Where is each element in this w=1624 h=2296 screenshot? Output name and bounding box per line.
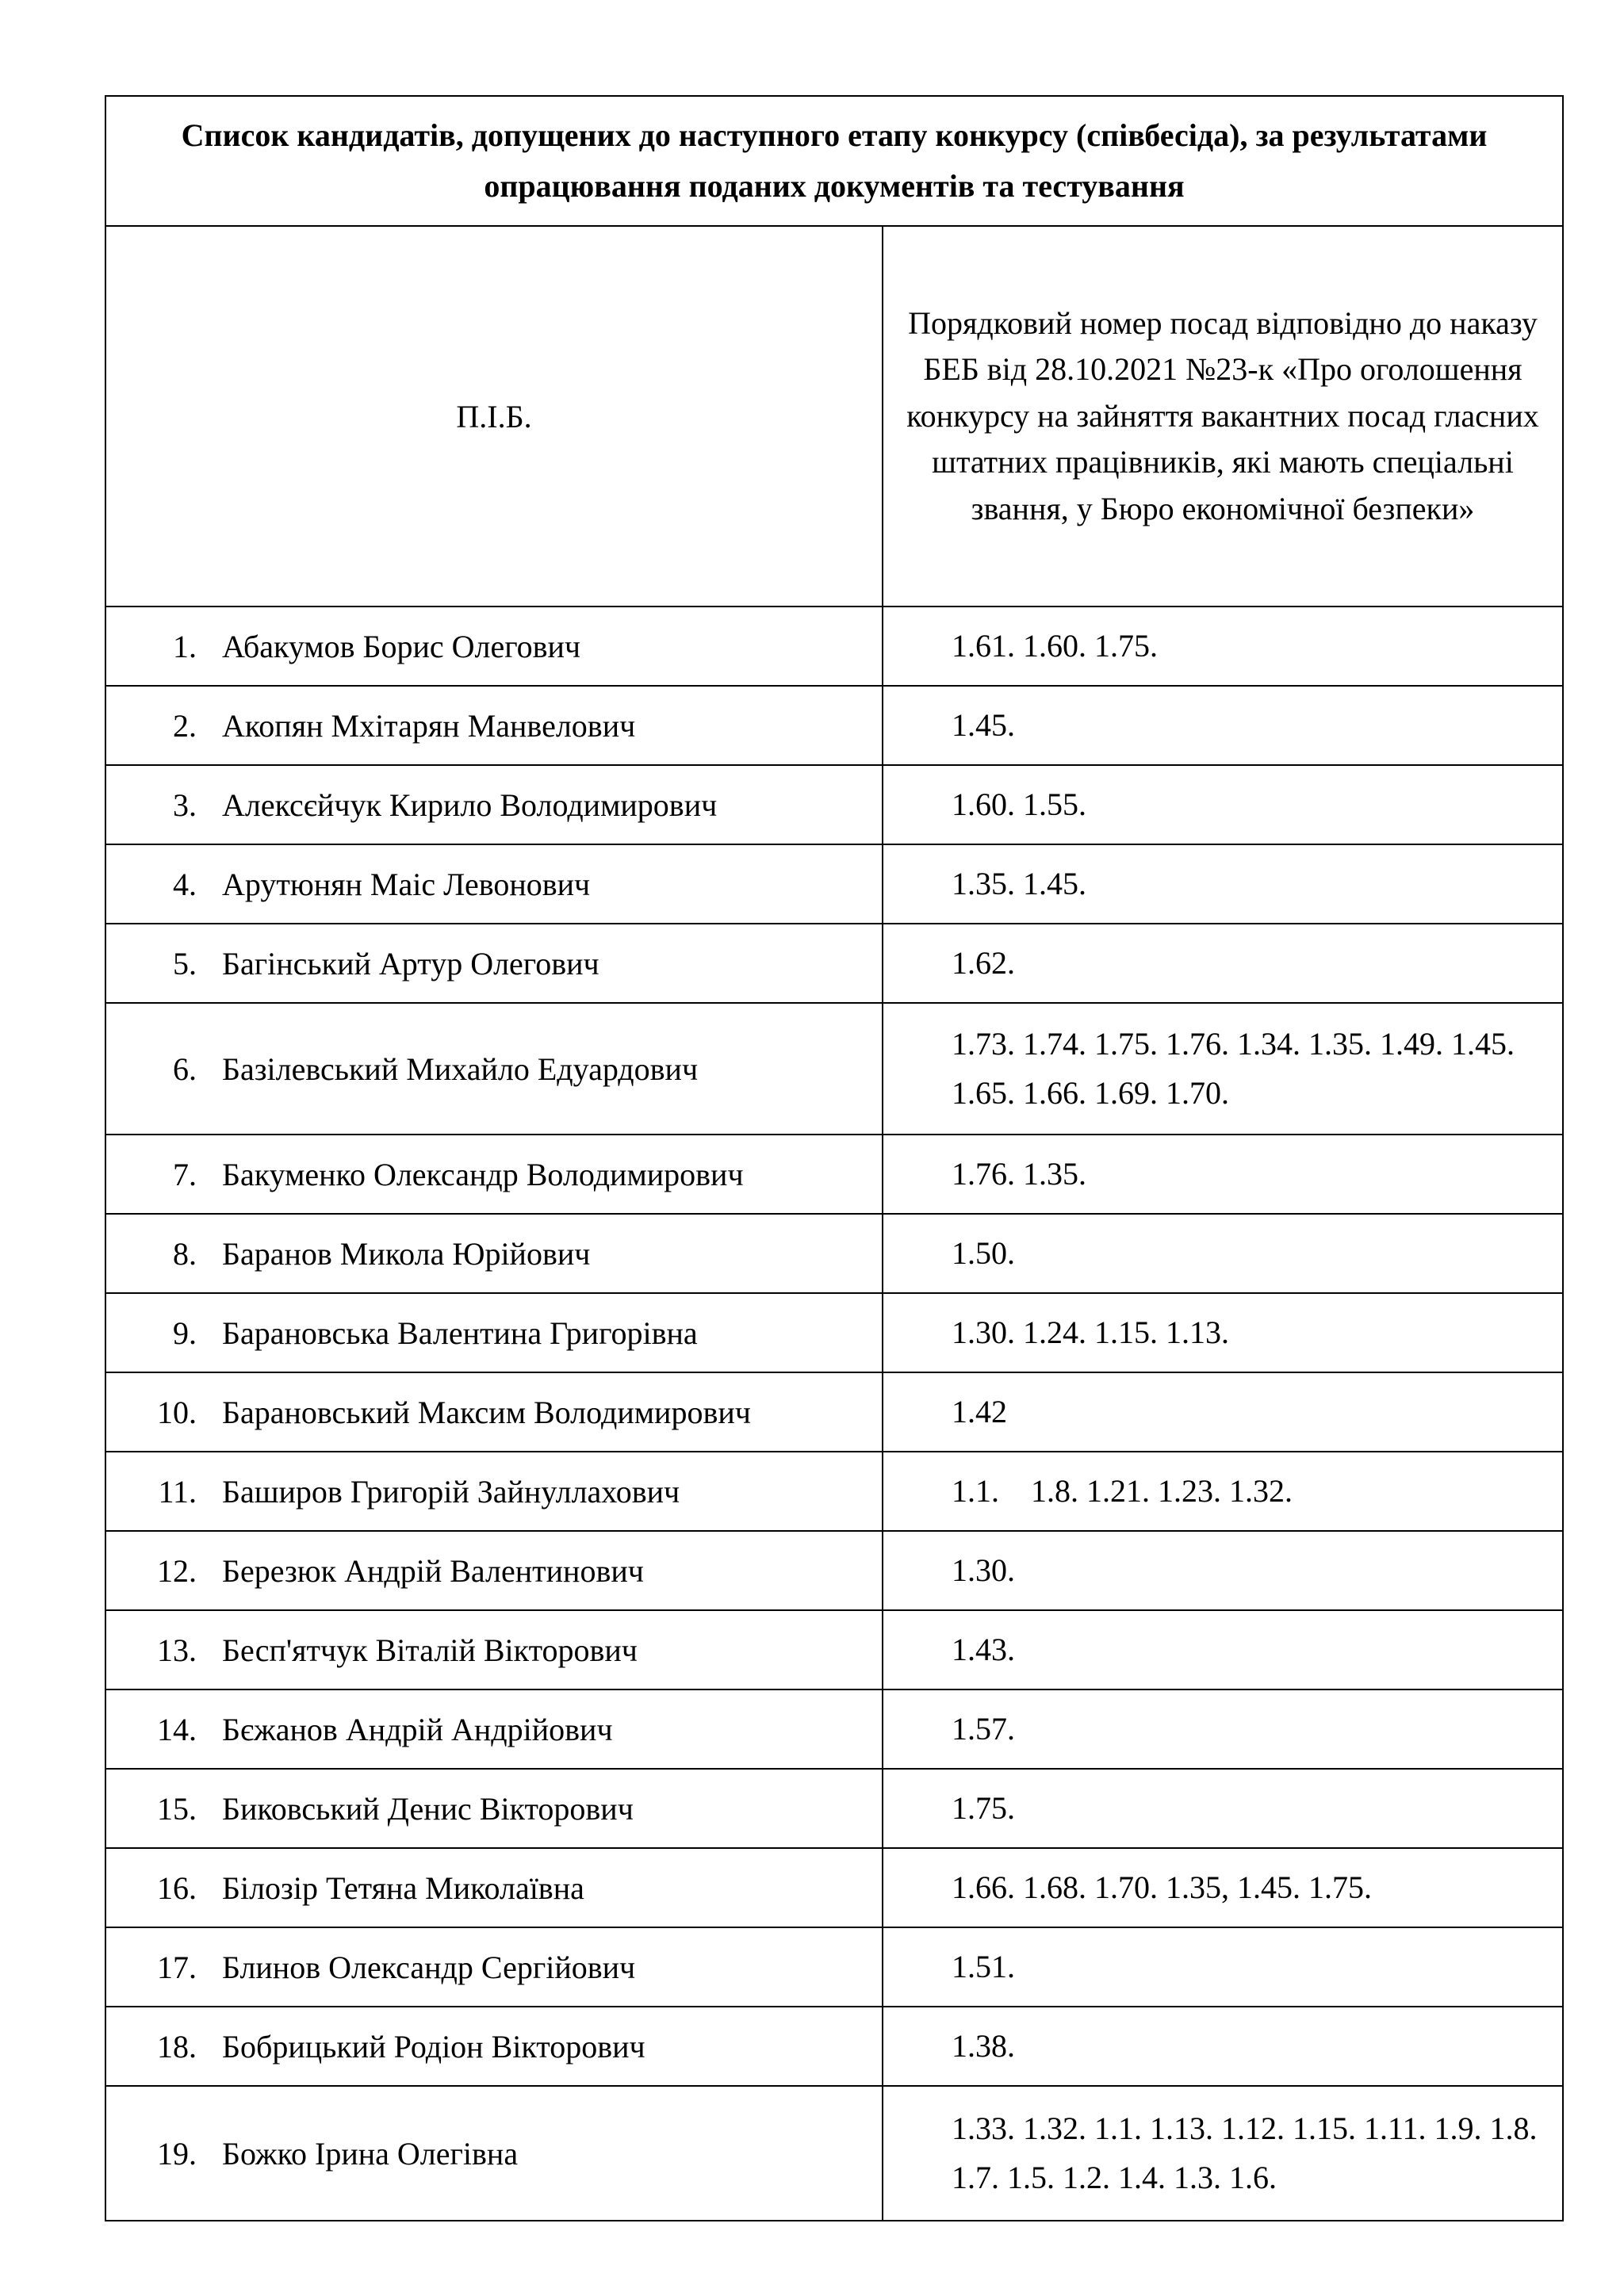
table-row bbox=[105, 1214, 1563, 1293]
position-numbers: 1.76. 1.35. bbox=[883, 1135, 1563, 1214]
table-row bbox=[105, 2086, 1563, 2221]
row-number: 3. bbox=[173, 786, 197, 823]
document-title: Список кандидатів, допущених до наступного етапу конкурсу (співбесіда), за результатами опрацювання поданих документів та тестування bbox=[181, 117, 1488, 204]
table-row bbox=[105, 1927, 1563, 2007]
candidate-name-cell bbox=[105, 1293, 883, 1372]
row-number: 9. bbox=[173, 1314, 197, 1351]
candidate-name-cell bbox=[105, 1689, 883, 1769]
row-number: 13. bbox=[157, 1632, 197, 1668]
row-number: 2. bbox=[173, 707, 197, 744]
candidate-name-cell bbox=[105, 1003, 883, 1135]
title-cell bbox=[105, 96, 1563, 226]
candidate-name: Бєжанов Андрій Андрійович bbox=[222, 1711, 613, 1747]
table-row bbox=[105, 1452, 1563, 1531]
candidate-name-cell bbox=[105, 2007, 883, 2086]
table-row bbox=[105, 1372, 1563, 1452]
candidate-name-cell bbox=[105, 1927, 883, 2007]
candidate-name: Багінський Артур Олегович bbox=[222, 945, 599, 982]
table-row bbox=[105, 1769, 1563, 1848]
candidate-name-cell bbox=[105, 1372, 883, 1452]
row-number: 5. bbox=[173, 945, 197, 982]
row-number: 15. bbox=[157, 1790, 197, 1827]
position-numbers: 1.73. 1.74. 1.75. 1.76. 1.34. 1.35. 1.49. 1.45. 1.65. 1.66. 1.69. 1.70. bbox=[883, 1003, 1563, 1135]
table-row bbox=[105, 1135, 1563, 1214]
row-number: 8. bbox=[173, 1235, 197, 1272]
table-row bbox=[105, 924, 1563, 1003]
row-number: 4. bbox=[173, 866, 197, 902]
candidate-name-cell bbox=[105, 1769, 883, 1848]
row-number: 19. bbox=[157, 2135, 197, 2172]
position-numbers: 1.43. bbox=[883, 1610, 1563, 1689]
candidate-name-cell bbox=[105, 1610, 883, 1689]
position-numbers: 1.75. bbox=[883, 1769, 1563, 1848]
row-number: 18. bbox=[157, 2028, 197, 2064]
candidate-name: Баширов Григорій Зайнуллахович bbox=[222, 1473, 680, 1510]
table-row bbox=[105, 844, 1563, 924]
table-row bbox=[105, 1689, 1563, 1769]
candidate-name-cell bbox=[105, 607, 883, 686]
candidate-name: Алексєйчук Кирило Володимирович bbox=[222, 786, 718, 823]
position-numbers: 1.66. 1.68. 1.70. 1.35, 1.45. 1.75. bbox=[883, 1848, 1563, 1927]
candidate-name-cell bbox=[105, 1214, 883, 1293]
position-numbers: 1.45. bbox=[883, 686, 1563, 765]
position-numbers: 1.30. bbox=[883, 1531, 1563, 1610]
candidate-name: Баранов Микола Юрійович bbox=[222, 1235, 591, 1272]
row-number: 6. bbox=[173, 1050, 197, 1087]
table-row bbox=[105, 607, 1563, 686]
row-number: 16. bbox=[157, 1869, 197, 1906]
candidate-name-cell bbox=[105, 1848, 883, 1927]
position-numbers: 1.33. 1.32. 1.1. 1.13. 1.12. 1.15. 1.11. 1.9. 1.8. 1.7. 1.5. 1.2. 1.4. 1.3. 1.6. bbox=[883, 2086, 1563, 2221]
position-numbers: 1.35. 1.45. bbox=[883, 844, 1563, 924]
candidate-name: Білозір Тетяна Миколаївна bbox=[222, 1869, 584, 1906]
table-row bbox=[105, 2007, 1563, 2086]
position-numbers: 1.50. bbox=[883, 1214, 1563, 1293]
candidate-name: Абакумов Борис Олегович bbox=[222, 628, 581, 664]
position-numbers: 1.51. bbox=[883, 1927, 1563, 2007]
position-numbers: 1.30. 1.24. 1.15. 1.13. bbox=[883, 1293, 1563, 1372]
row-number: 17. bbox=[157, 1949, 197, 1985]
row-number: 7. bbox=[173, 1156, 197, 1192]
table-row bbox=[105, 1531, 1563, 1610]
table-row bbox=[105, 1610, 1563, 1689]
candidate-name: Акопян Мхітарян Манвелович bbox=[222, 707, 636, 744]
table-row bbox=[105, 1003, 1563, 1135]
candidate-name-cell bbox=[105, 924, 883, 1003]
header-row bbox=[105, 226, 1563, 607]
candidate-name-cell bbox=[105, 844, 883, 924]
candidates-table bbox=[105, 95, 1564, 2221]
candidate-name-cell bbox=[105, 1135, 883, 1214]
candidate-name: Блинов Олександр Сергійович bbox=[222, 1949, 636, 1985]
row-number: 1. bbox=[173, 628, 197, 664]
candidate-name-cell bbox=[105, 2086, 883, 2221]
table-row bbox=[105, 1848, 1563, 1927]
table-row bbox=[105, 686, 1563, 765]
position-numbers: 1.42 bbox=[883, 1372, 1563, 1452]
candidate-name-cell bbox=[105, 1452, 883, 1531]
document-page bbox=[105, 95, 1562, 2221]
candidate-name: Биковський Денис Вікторович bbox=[222, 1790, 634, 1827]
candidate-name: Барановський Максим Володимирович bbox=[222, 1394, 751, 1430]
table-row bbox=[105, 1293, 1563, 1372]
candidate-name-cell bbox=[105, 765, 883, 844]
title-row bbox=[105, 96, 1563, 226]
candidate-name: Божко Ірина Олегівна bbox=[222, 2135, 519, 2172]
candidate-name: Березюк Андрій Валентинович bbox=[222, 1552, 644, 1589]
row-number: 14. bbox=[157, 1711, 197, 1747]
position-numbers: 1.60. 1.55. bbox=[883, 765, 1563, 844]
position-numbers: 1.57. bbox=[883, 1689, 1563, 1769]
row-number: 10. bbox=[157, 1394, 197, 1430]
header-positions-column: Порядковий номер посад відповідно до наказу БЕБ від 28.10.2021 №23-к «Про оголошення конкурсу на зайняття вакантних посад гласних штатних працівників, які мають спеціальні звання, у Бюро економічної безпеки» bbox=[883, 226, 1563, 607]
candidate-name: Барановська Валентина Григорівна bbox=[222, 1314, 698, 1351]
position-numbers: 1.38. bbox=[883, 2007, 1563, 2086]
position-numbers: 1.62. bbox=[883, 924, 1563, 1003]
candidate-name: Бакуменко Олександр Володимирович bbox=[222, 1156, 744, 1192]
candidate-name: Бесп'ятчук Віталій Вікторович bbox=[222, 1632, 638, 1668]
header-name-column: П.І.Б. bbox=[105, 226, 883, 607]
row-number: 12. bbox=[157, 1552, 197, 1589]
candidate-name-cell bbox=[105, 686, 883, 765]
position-numbers: 1.61. 1.60. 1.75. bbox=[883, 607, 1563, 686]
table-row bbox=[105, 765, 1563, 844]
row-number: 11. bbox=[158, 1473, 197, 1510]
position-numbers: 1.1. 1.8. 1.21. 1.23. 1.32. bbox=[883, 1452, 1563, 1531]
candidate-name: Арутюнян Маіс Левонович bbox=[222, 866, 591, 902]
candidate-name: Бобрицький Родіон Вікторович bbox=[222, 2028, 645, 2064]
candidate-name: Базілевський Михайло Едуардович bbox=[222, 1050, 699, 1087]
candidate-name-cell bbox=[105, 1531, 883, 1610]
